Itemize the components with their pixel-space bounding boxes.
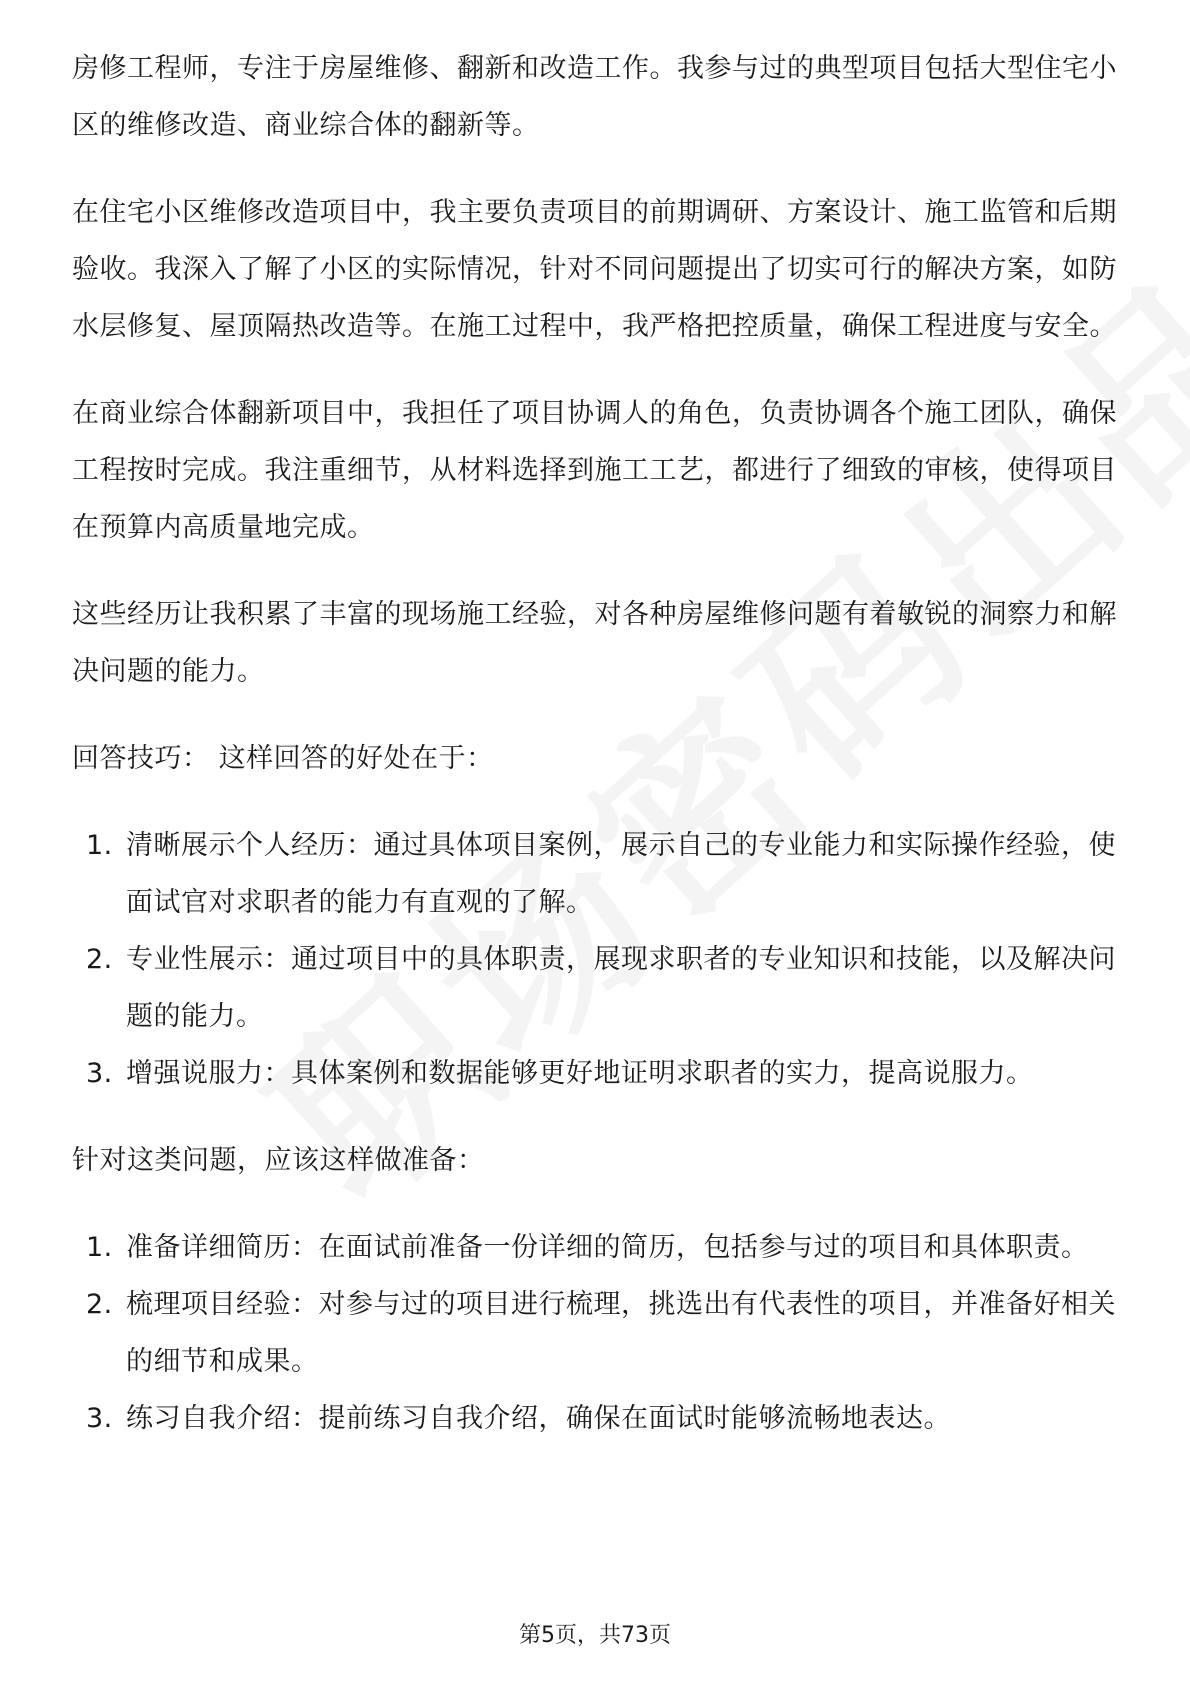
list-item (72, 1045, 1122, 1102)
list-item (72, 817, 1122, 931)
list-text: 梳理项目经验：对参与过的项目进行梳理，挑选出有代表性的项目，并准备好相关的细节和成果。 (126, 1289, 1116, 1377)
list-item (72, 931, 1122, 1045)
document-body (72, 40, 1122, 1477)
list-text: 练习自我介绍：提前练习自我介绍，确保在面试时能够流畅地表达。 (126, 1403, 951, 1434)
list-number: 1. (86, 830, 113, 861)
paragraph-summary: 这些经历让我积累了丰富的现场施工经验，对各种房屋维修问题有着敏锐的洞察力和解决问题的能力。 (72, 599, 1117, 687)
tips-list (72, 817, 1122, 1102)
prep-list (72, 1219, 1122, 1447)
prep-heading: 针对这类问题，应该这样做准备： (72, 1145, 485, 1176)
paragraph-intro: 房修工程师，专注于房屋维修、翻新和改造工作。我参与过的典型项目包括大型住宅小区的维修改造、商业综合体的翻新等。 (72, 53, 1117, 141)
list-text: 专业性展示：通过项目中的具体职责，展现求职者的专业知识和技能，以及解决问题的能力。 (126, 944, 1116, 1032)
list-number: 1. (86, 1232, 113, 1263)
list-number: 2. (86, 1289, 113, 1320)
list-item (72, 1276, 1122, 1390)
list-text: 增强说服力：具体案例和数据能够更好地证明求职者的实力，提高说服力。 (126, 1058, 1034, 1089)
tips-heading: 回答技巧： 这样回答的好处在于： (72, 743, 494, 774)
list-number: 3. (86, 1403, 113, 1434)
paragraph-residential-project: 在住宅小区维修改造项目中，我主要负责项目的前期调研、方案设计、施工监管和后期验收。我深入了解了小区的实际情况，针对不同问题提出了切实可行的解决方案，如防水层修复、屋顶隔热改造等。在施工过程中，我严格把控质量，确保工程进度与安全。 (72, 197, 1117, 342)
list-text: 准备详细简历：在面试前准备一份详细的简历，包括参与过的项目和具体职责。 (126, 1232, 1089, 1263)
list-item (72, 1390, 1122, 1447)
list-text: 清晰展示个人经历：通过具体项目案例，展示自己的专业能力和实际操作经验，使面试官对求职者的能力有直观的了解。 (126, 830, 1116, 918)
paragraph-commercial-project: 在商业综合体翻新项目中，我担任了项目协调人的角色，负责协调各个施工团队，确保工程按时完成。我注重细节，从材料选择到施工工艺，都进行了细致的审核，使得项目在预算内高质量地完成。 (72, 398, 1117, 543)
list-item (72, 1219, 1122, 1276)
list-number: 3. (86, 1058, 113, 1089)
page-footer: 第5页，共73页 (519, 1623, 671, 1648)
list-number: 2. (86, 944, 113, 975)
